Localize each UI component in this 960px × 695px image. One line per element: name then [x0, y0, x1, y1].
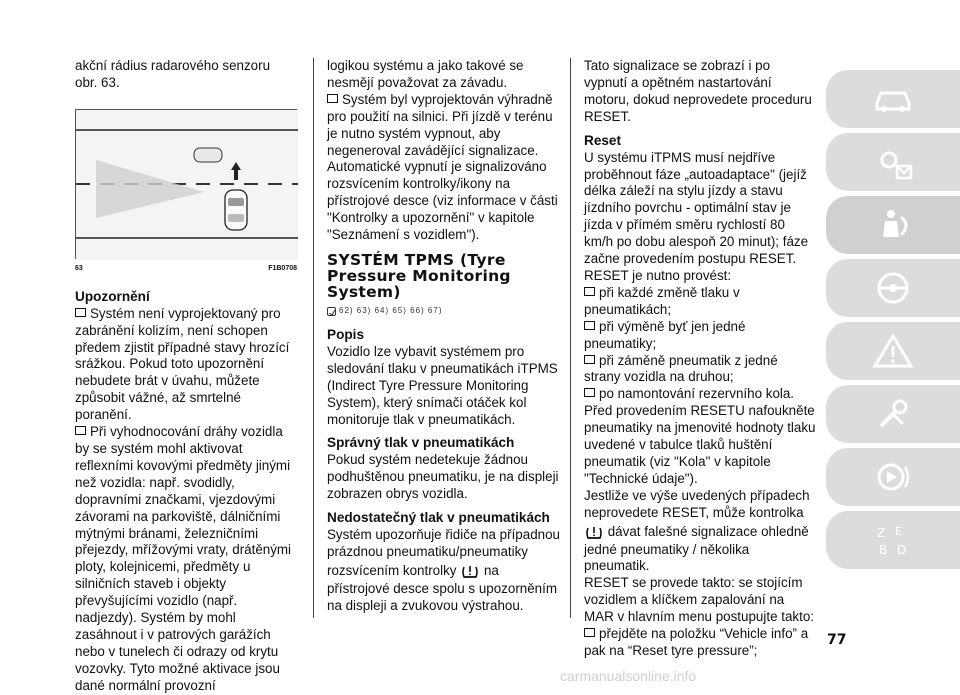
index-letters-icon [871, 522, 915, 558]
tab-car[interactable] [826, 70, 960, 128]
column-divider-1 [313, 58, 314, 618]
popis-text: Vozidlo lze vybavit systémem pro sledování tlaku v pneumatikách iTPMS (Indirect Tyre Pressure Monitoring System), který snímači otáček kol monitoruje tlak v pneumatikách. [327, 343, 558, 427]
radar-figure [75, 109, 297, 259]
nedostatecny-text-a: Systém upozorňuje řidiče na případnou prázdnou pneumatiku/pneumatiky rozsvícením kontrolky [327, 527, 560, 578]
svg-text:Z: Z [877, 526, 886, 540]
warning-bullet-1: Systém není vyprojektovaný pro zabránění kolizím, není schopen předem zjistit případné stavy hrozící srážkou. Pokud toto upozornění nebudete brát v úvahu, můžete způsobit vážné, až smrtelné poranění. [75, 306, 297, 424]
reset-bullet-1: při každé změně tlaku v pneumatikách; [584, 285, 816, 319]
tpms-heading: SYSTÉM TPMS (Tyre Pressure Monitoring System) [327, 250, 511, 301]
reset-paragraph-2: RESET je nutno provést: [584, 267, 732, 283]
chapter-tabs [826, 70, 960, 574]
signal-intro: Tato signalizace se zobrazí i po vypnutí a opětném nastartování motoru, dokud neprovedete proceduru RESET. [584, 58, 812, 124]
watermark: carmanualsonline.info [560, 668, 697, 684]
reset-bullet-2: při výměně byť jen jedné pneumatiky; [584, 319, 816, 353]
note-ref-icon [327, 307, 336, 316]
reset-paragraph-3: Před provedením RESETU nafoukněte pneumatiky na jmenovité hodnoty tlaku uvedené v tabulce tlaků huštění pneumatik (viz "Kola" v kapitole "Technické údaje"). [584, 403, 816, 486]
tab-media[interactable] [826, 448, 960, 506]
column-2 [327, 58, 561, 615]
service-tools-icon [871, 396, 915, 432]
reset-bullet-4: po namontování rezervního kola. [584, 386, 816, 403]
spravny-tlak-text: Pokud systém nedetekuje žádnou podhuštěnou pneumatiku, je na displeji zobrazen obrys vozidla. [327, 452, 559, 502]
reset-paragraph-4 [584, 488, 816, 576]
column-3 [584, 58, 816, 660]
continued-text: logikou systému a jako takové se nesmějí považovat za závadu. [327, 58, 524, 90]
warning-lights-icon [871, 144, 915, 180]
figure-caption [75, 261, 297, 278]
nedostatecny-tlak-text [327, 527, 561, 615]
note-references [327, 303, 561, 320]
intro-line-1: akční rádius radarového senzoru [75, 58, 271, 73]
tab-warning-lights[interactable] [826, 133, 960, 191]
svg-text:D: D [897, 543, 907, 557]
spravny-tlak-heading: Správný tlak v pneumatikách [327, 435, 515, 451]
car-icon [871, 81, 915, 117]
figure-number: 63 [75, 264, 83, 272]
reset-p4-a: Jestliže ve výše uvedených případech neprovedete RESET, může kontrolka [584, 487, 810, 520]
radar-illustration [76, 110, 298, 260]
intro-line-2: obr. 63. [75, 74, 120, 90]
tab-index[interactable] [826, 511, 960, 569]
hazard-road-icon [871, 333, 915, 369]
offroad-bullet: Systém byl vyprojektován výhradně pro použití na silnici. Při jízdě v terénu je nutno systém vypnout, aby negeneroval zavádějící signalizace. Automatické vypnutí je signalizováno rozsvícením kontrolky/ikony na přístrojové desce (viz informace v části "Kontrolky a upozornění" v kapitole "Seznámení s vozidlem"). [327, 92, 561, 244]
tab-safety[interactable] [826, 196, 960, 254]
tyre-pressure-warning-icon [584, 522, 604, 542]
reset-heading: Reset [584, 132, 622, 148]
media-icon [871, 459, 915, 495]
reset-paragraph-5: RESET se provede takto: se stojícím vozidlem a klíčkem zapalování na MAR v hlavním menu postupujte takto: [584, 575, 814, 625]
nedostatecny-text-b: na přístrojové desce spolu s upozorněním na displeji a zvukovou výstrahou. [327, 562, 557, 613]
note-refs-text: 62) 63) 64) 65) 66) 67) [339, 305, 443, 315]
warning-heading: Upozornění [75, 288, 150, 304]
reset-paragraph-1: U systému iTPMS musí nejdříve proběhnout fáze „autoadaptace" (jejíž délka záleží na stylu jízdy a stavu jízdního povrchu - optimální stav je jízda v přímém směru rychlostí 80 km/h po dobu alespoň 20 minut); fáze začne provedením postupu RESET. [584, 149, 809, 267]
tab-service[interactable] [826, 385, 960, 443]
safety-airbag-icon [871, 207, 915, 243]
reset-bullet-5: přejděte na položku “Vehicle info” a pak na “Reset tyre pressure”; [584, 626, 816, 660]
nedostatecny-tlak-heading: Nedostatečný tlak v pneumatikách [327, 510, 550, 526]
warning-bullet-2: Při vyhodnocování dráhy vozidla by se systém mohl aktivovat reflexními kovovými předměty jinými než vozidla: např. svodidly, dopravními značkami, vjezdovými závorami na parkoviště, dálničními mýtnými bránami, železničními přejezdy, mřížovými vraty, drátěnými ploty, kolejnicemi, předměty u silničních staveb i objekty převyšujícími vozidlo (např. nadjezdy). Systém by mohl zasáhnout i v patrových garážích nebo v tunelech či odrazy od krytu vozovky. Tyto možné aktivace jsou dané normální provozní [75, 424, 297, 695]
reset-bullet-3: při záměně pneumatik z jedné strany vozidla na druhou; [584, 353, 816, 387]
tab-driving[interactable] [826, 259, 960, 317]
tab-emergency[interactable] [826, 322, 960, 380]
column-divider-2 [570, 58, 571, 618]
svg-text:E: E [895, 525, 902, 538]
tyre-pressure-warning-icon [460, 561, 480, 581]
popis-heading: Popis [327, 326, 365, 342]
svg-text:B: B [879, 543, 888, 557]
page-number: 77 [827, 632, 847, 648]
steering-wheel-icon [871, 270, 915, 306]
reset-p4-b: dávat falešné signalizace ohledně jedné pneumatiky / několika pneumatik. [584, 523, 809, 574]
column-1 [75, 58, 297, 695]
figure-code: F1B0708 [268, 264, 297, 272]
